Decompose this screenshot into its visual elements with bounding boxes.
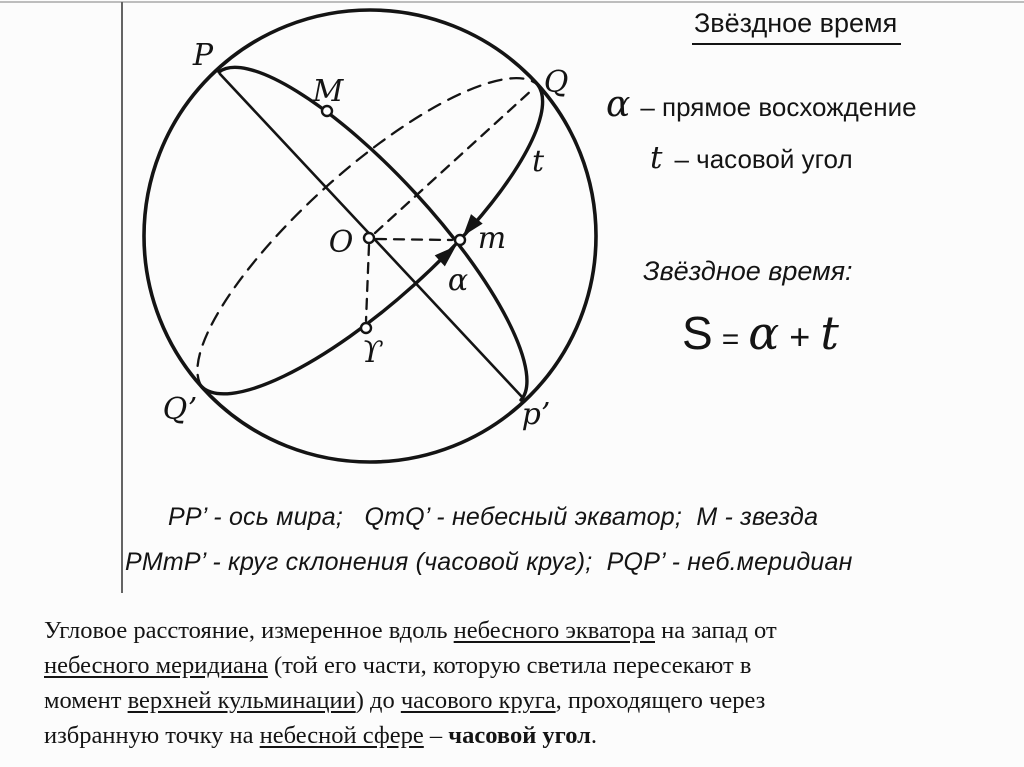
label-t: t (531, 144, 545, 179)
right-ascension-definition (606, 84, 917, 125)
diagram-caption-line-1: PP’ - ось мира; QmQ’ - небесный экватор; M - звезда (168, 503, 819, 531)
alpha-symbol: α (606, 84, 631, 125)
label-P: P (192, 38, 214, 73)
diagram-caption-line-2: PMmP’ - круг склонения (часовой круг); PQP’ - неб.меридиан (125, 548, 853, 576)
dashed-line-O-aries (366, 245, 369, 321)
label-Q: Q (543, 65, 569, 100)
formula-t: t (820, 306, 839, 360)
panel-title: Звёздное время (692, 8, 901, 45)
definition-paragraph (44, 613, 944, 753)
label-aries: ϒ (361, 335, 383, 370)
formula-equals: = (721, 323, 740, 356)
sidereal-time-formula (682, 306, 839, 360)
dashed-line-O-m (376, 239, 452, 240)
paragraph-line: небесного меридиана (той его части, которую светила пересекают в (44, 652, 752, 679)
label-Q-prime: Q’ (162, 392, 198, 427)
formula-alpha: α (748, 306, 780, 360)
label-m: m (477, 221, 507, 256)
label-P-prime: p’ (521, 397, 551, 432)
formula-S: S (682, 307, 713, 359)
point-marker-m (455, 235, 465, 245)
point-marker-O (364, 233, 374, 243)
formula-plus: + (789, 316, 811, 357)
sidereal-time-label: Звёздное время: (643, 256, 853, 286)
paragraph-line: Угловое расстояние, измеренное вдоль небесного экватора на запад от (44, 617, 777, 644)
dashed-line-O-Q (375, 89, 533, 233)
paragraph-line: избранную точку на небесной сфере – часовой угол. (44, 722, 597, 749)
hour-angle-definition (650, 140, 853, 176)
t-symbol: t (650, 140, 663, 176)
label-O: O (328, 225, 354, 260)
t-definition-text: – часовой угол (674, 144, 853, 174)
label-alpha: α (447, 263, 469, 298)
point-marker-aries (361, 323, 371, 333)
alpha-definition-text: – прямое восхождение (640, 92, 917, 122)
paragraph-line: момент верхней кульминации) до часового круга, проходящего через (44, 687, 766, 714)
label-M: M (312, 74, 344, 109)
